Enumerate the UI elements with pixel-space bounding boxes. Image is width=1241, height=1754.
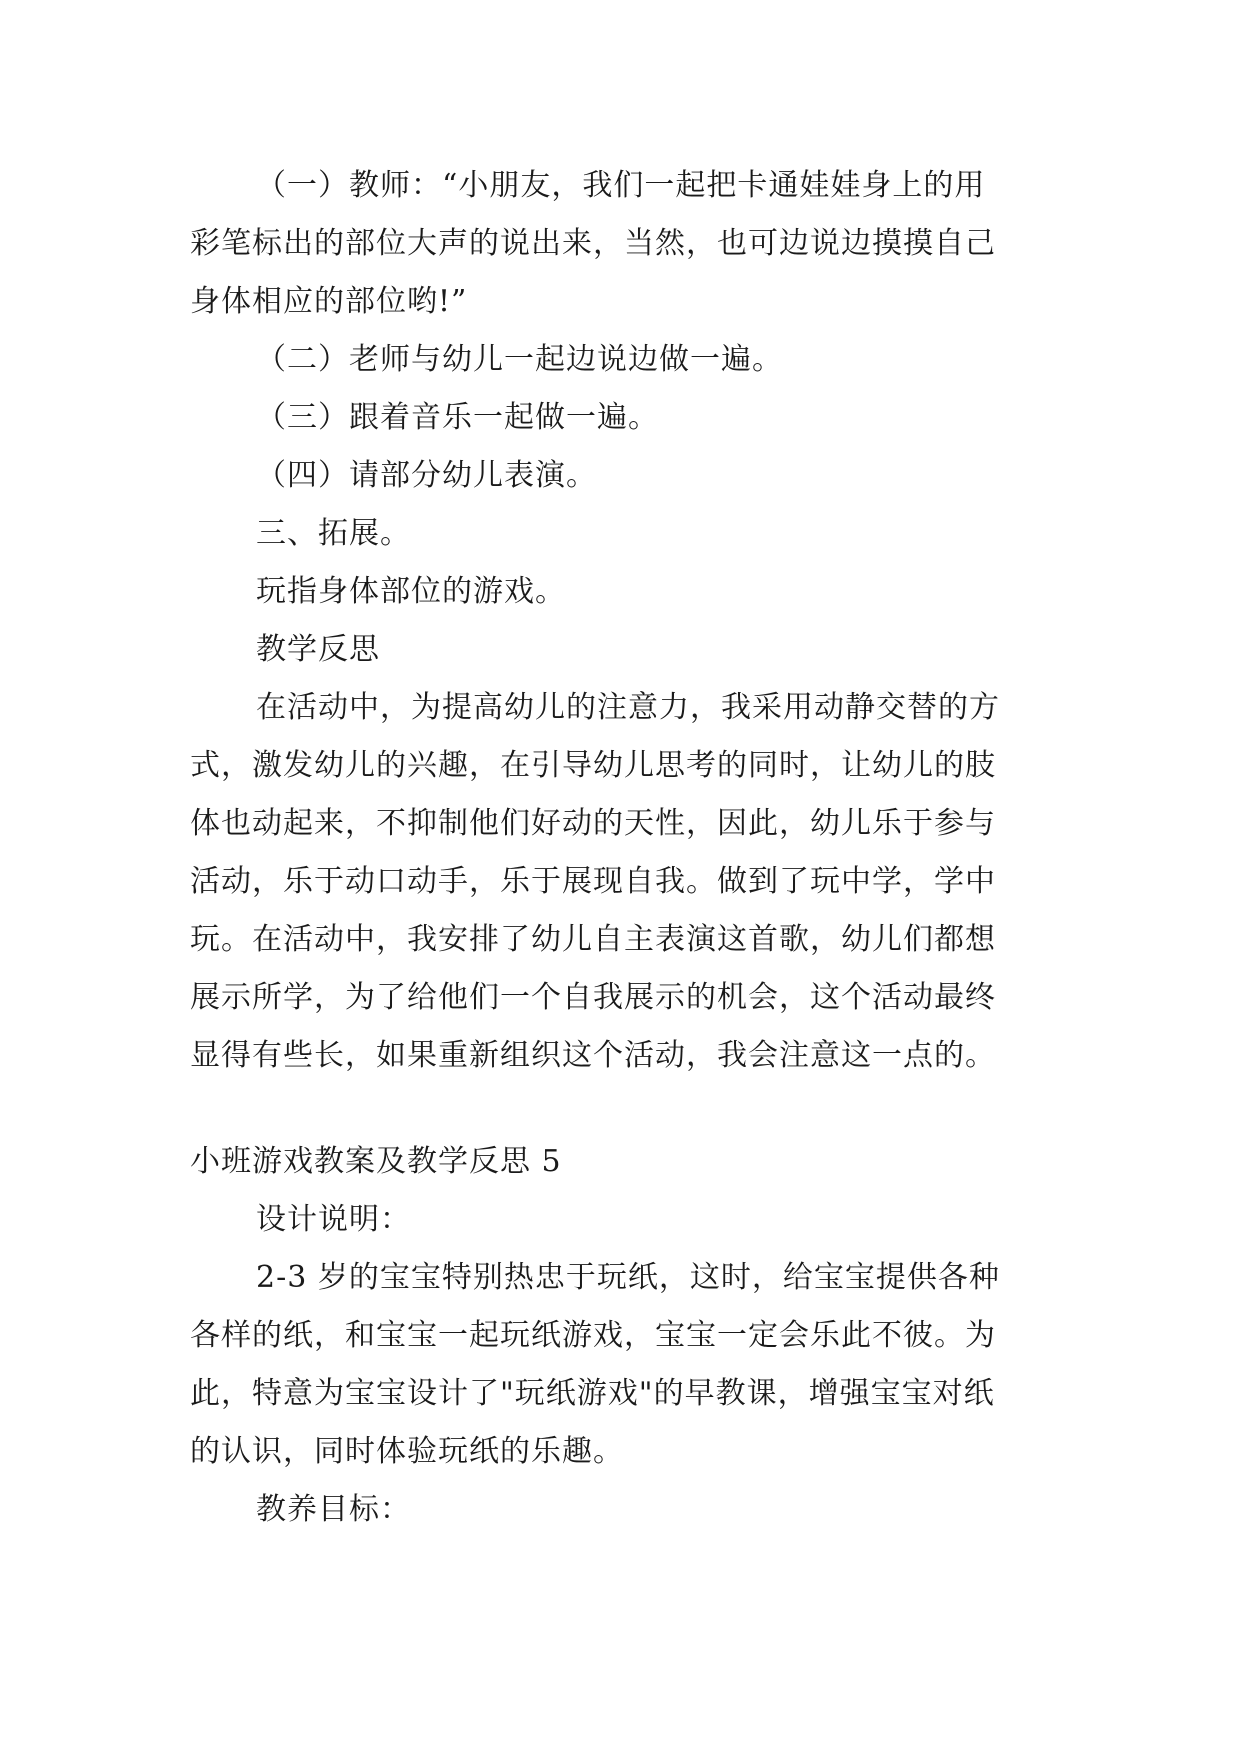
paragraph-line: 彩笔标出的部位大声的说出来，当然，也可边说边摸摸自己 <box>190 226 996 261</box>
paragraph-line: 体也动起来，不抑制他们好动的天性，因此，幼儿乐于参与 <box>190 806 996 841</box>
paragraph-line: 的认识，同时体验玩纸的乐趣。 <box>190 1434 624 1469</box>
paragraph-line: 设计说明： <box>256 1202 411 1237</box>
paragraph-line: 2-3 岁的宝宝特别热忠于玩纸，这时，给宝宝提供各种 <box>256 1260 1000 1295</box>
paragraph-line: 展示所学，为了给他们一个自我展示的机会，这个活动最终 <box>190 980 996 1015</box>
paragraph-line: 式，激发幼儿的兴趣，在引导幼儿思考的同时，让幼儿的肢 <box>190 748 996 783</box>
paragraph-line: 教养目标： <box>256 1492 411 1527</box>
paragraph-line: 玩指身体部位的游戏。 <box>256 574 566 609</box>
section-heading: 小班游戏教案及教学反思 5 <box>190 1144 562 1179</box>
paragraph-line: （四）请部分幼儿表演。 <box>256 458 597 493</box>
paragraph-line: 活动，乐于动口动手，乐于展现自我。做到了玩中学，学中 <box>190 864 996 899</box>
paragraph-line: 玩。在活动中，我安排了幼儿自主表演这首歌，幼儿们都想 <box>190 922 996 957</box>
paragraph-line: （二）老师与幼儿一起边说边做一遍。 <box>256 342 783 377</box>
section-subheading: 教学反思 <box>256 632 380 667</box>
paragraph-line: 身体相应的部位哟!” <box>190 284 468 319</box>
paragraph-line: （一）教师：“小朋友，我们一起把卡通娃娃身上的用 <box>256 168 986 203</box>
paragraph-line: 显得有些长，如果重新组织这个活动，我会注意这一点的。 <box>190 1038 996 1073</box>
paragraph-line: 在活动中，为提高幼儿的注意力，我采用动静交替的方 <box>256 690 1000 725</box>
paragraph-line: 三、拓展。 <box>256 516 411 551</box>
paragraph-line: 此，特意为宝宝设计了"玩纸游戏"的早教课，增强宝宝对纸 <box>190 1376 995 1411</box>
paragraph-line: 各样的纸，和宝宝一起玩纸游戏，宝宝一定会乐此不彼。为 <box>190 1318 996 1353</box>
paragraph-line: （三）跟着音乐一起做一遍。 <box>256 400 659 435</box>
